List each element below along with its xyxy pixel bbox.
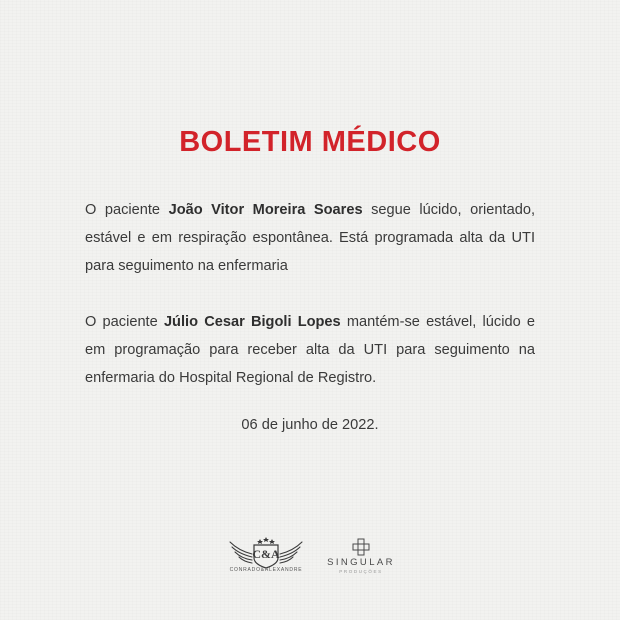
logo-subtitle: CONRADO&ALEXANDRE [229,567,303,573]
page-title: BOLETIM MÉDICO [179,126,441,158]
patient-name: Júlio Cesar Bigoli Lopes [163,314,341,330]
paragraph-text: mantém-se estável, lúcido e em programação para receber alta da UTI para seguimento na enfermaria do Hospital Regional de Registro. [85,314,536,386]
logo-mark: C&A [252,547,280,561]
bulletin-paragraph-1 [85,196,535,280]
bulletin-paragraph-2 [85,308,535,392]
logo-subtitle: PRODUÇÕES [339,569,383,574]
patient-name: João Vitor Moreira Soares [168,202,363,218]
paragraph-text: segue lúcido, orientado, estável e em respiração espontânea. Está programada alta da UTI para seguimento na enfermaria [85,202,535,274]
logo-name: SINGULAR [327,557,395,568]
paragraph-text: O paciente [85,202,169,218]
paragraph-text: O paciente [85,314,164,330]
singular-producoes-logo [320,538,402,576]
conrado-alexandre-logo [228,536,304,576]
cross-emblem-icon [352,538,370,556]
bulletin-date: 06 de junho de 2022. [241,417,379,433]
